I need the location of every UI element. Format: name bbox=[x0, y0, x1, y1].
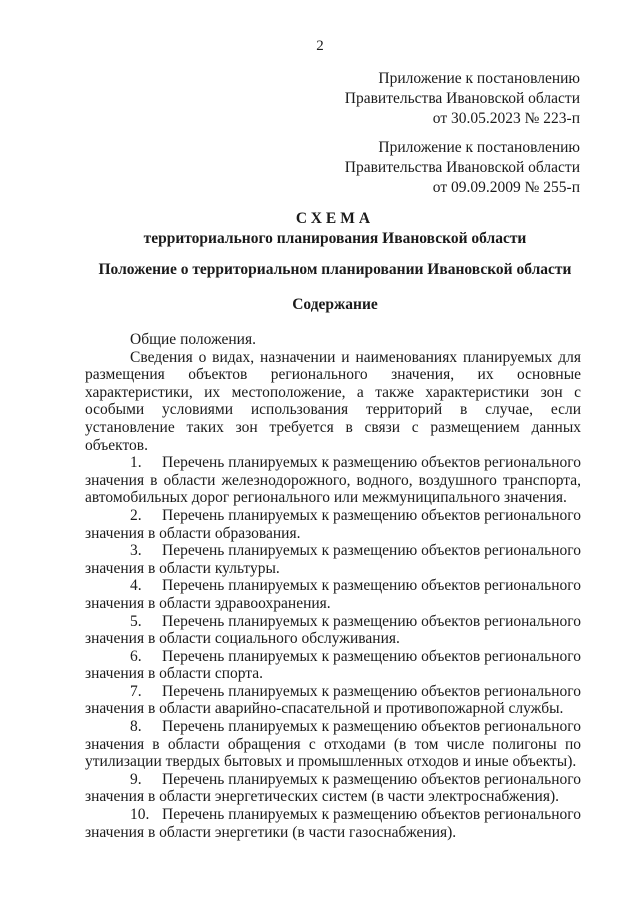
title-subtitle: территориального планирования Ивановской области bbox=[143, 230, 527, 247]
page-number: 2 bbox=[316, 38, 324, 54]
item-number: 7. bbox=[130, 682, 142, 700]
item-number: 5. bbox=[130, 612, 142, 630]
contents-item bbox=[85, 507, 581, 542]
contents-item bbox=[85, 613, 581, 648]
contents-intro: Сведения о видах, назначении и наименованиях планируемых для размещения объектов регионального значения, их основные характеристики, их местоположение, а также характеристики зон с особыми условиями использования территорий в случае, если установление таких зон требуется в связи с размещением данных объектов. bbox=[85, 348, 581, 454]
item-text: Перечень планируемых к размещению объектов регионального значения в области энергетики (в части газоснабжения). bbox=[85, 806, 581, 841]
contents-heading: Содержание bbox=[292, 296, 378, 313]
annex-original-line3: от 09.09.2009 № 255-п bbox=[432, 179, 580, 196]
contents-general: Общие положения. bbox=[130, 331, 256, 348]
item-text: Перечень планируемых к размещению объектов регионального значения в области обращения с отходами (в том числе полигоны по утилизации твердых бытовых и промышленных отходов и иные объекты). bbox=[85, 718, 581, 771]
contents-item bbox=[85, 683, 581, 718]
annex-current bbox=[345, 69, 580, 129]
contents-item bbox=[85, 806, 581, 841]
item-number: 2. bbox=[130, 506, 142, 524]
item-text: Перечень планируемых к размещению объектов регионального значения в области здравоохранения. bbox=[85, 577, 581, 612]
annex-original-line1: Приложение к постановлению bbox=[378, 139, 580, 156]
contents-item bbox=[85, 648, 581, 683]
item-text: Перечень планируемых к размещению объектов регионального значения в области железнодорожного, водного, воздушного транспорта, автомобильных дорог регионального или межмуниципального значения. bbox=[85, 454, 581, 507]
title-main: СХЕМА bbox=[295, 210, 375, 227]
annex-current-line3: от 30.05.2023 № 223-п bbox=[432, 110, 580, 127]
item-text: Перечень планируемых к размещению объектов регионального значения в области энергетических систем (в части электроснабжения). bbox=[85, 770, 581, 806]
item-number: 1. bbox=[130, 454, 142, 472]
contents-item bbox=[85, 577, 581, 612]
contents-item bbox=[85, 718, 581, 771]
item-text: Перечень планируемых к размещению объектов регионального значения в области социального обслуживания. bbox=[85, 612, 581, 648]
position-heading: Положение о территориальном планировании Ивановской области bbox=[98, 261, 572, 278]
annex-original-line2: Правительства Ивановской области bbox=[344, 159, 580, 176]
item-text: Перечень планируемых к размещению объектов регионального значения в области образования. bbox=[85, 506, 581, 542]
item-text: Перечень планируемых к размещению объектов регионального значения в области культуры. bbox=[85, 542, 581, 577]
contents-item bbox=[85, 771, 581, 806]
item-text: Перечень планируемых к размещению объектов регионального значения в области аварийно-спасательной и противопожарной службы. bbox=[85, 682, 581, 718]
annex-original bbox=[345, 138, 580, 198]
item-number: 8. bbox=[130, 718, 142, 736]
contents-body bbox=[85, 331, 581, 841]
item-number: 10. bbox=[130, 806, 150, 824]
annex-current-line2: Правительства Ивановской области bbox=[344, 90, 580, 107]
item-number: 3. bbox=[130, 542, 142, 560]
item-number: 4. bbox=[130, 577, 142, 595]
contents-item bbox=[85, 542, 581, 577]
document-title bbox=[85, 209, 585, 249]
annex-current-line1: Приложение к постановлению bbox=[378, 70, 580, 87]
item-text: Перечень планируемых к размещению объектов регионального значения в области спорта. bbox=[85, 647, 581, 683]
item-number: 6. bbox=[130, 647, 142, 665]
item-number: 9. bbox=[130, 770, 142, 788]
contents-item bbox=[85, 454, 581, 507]
